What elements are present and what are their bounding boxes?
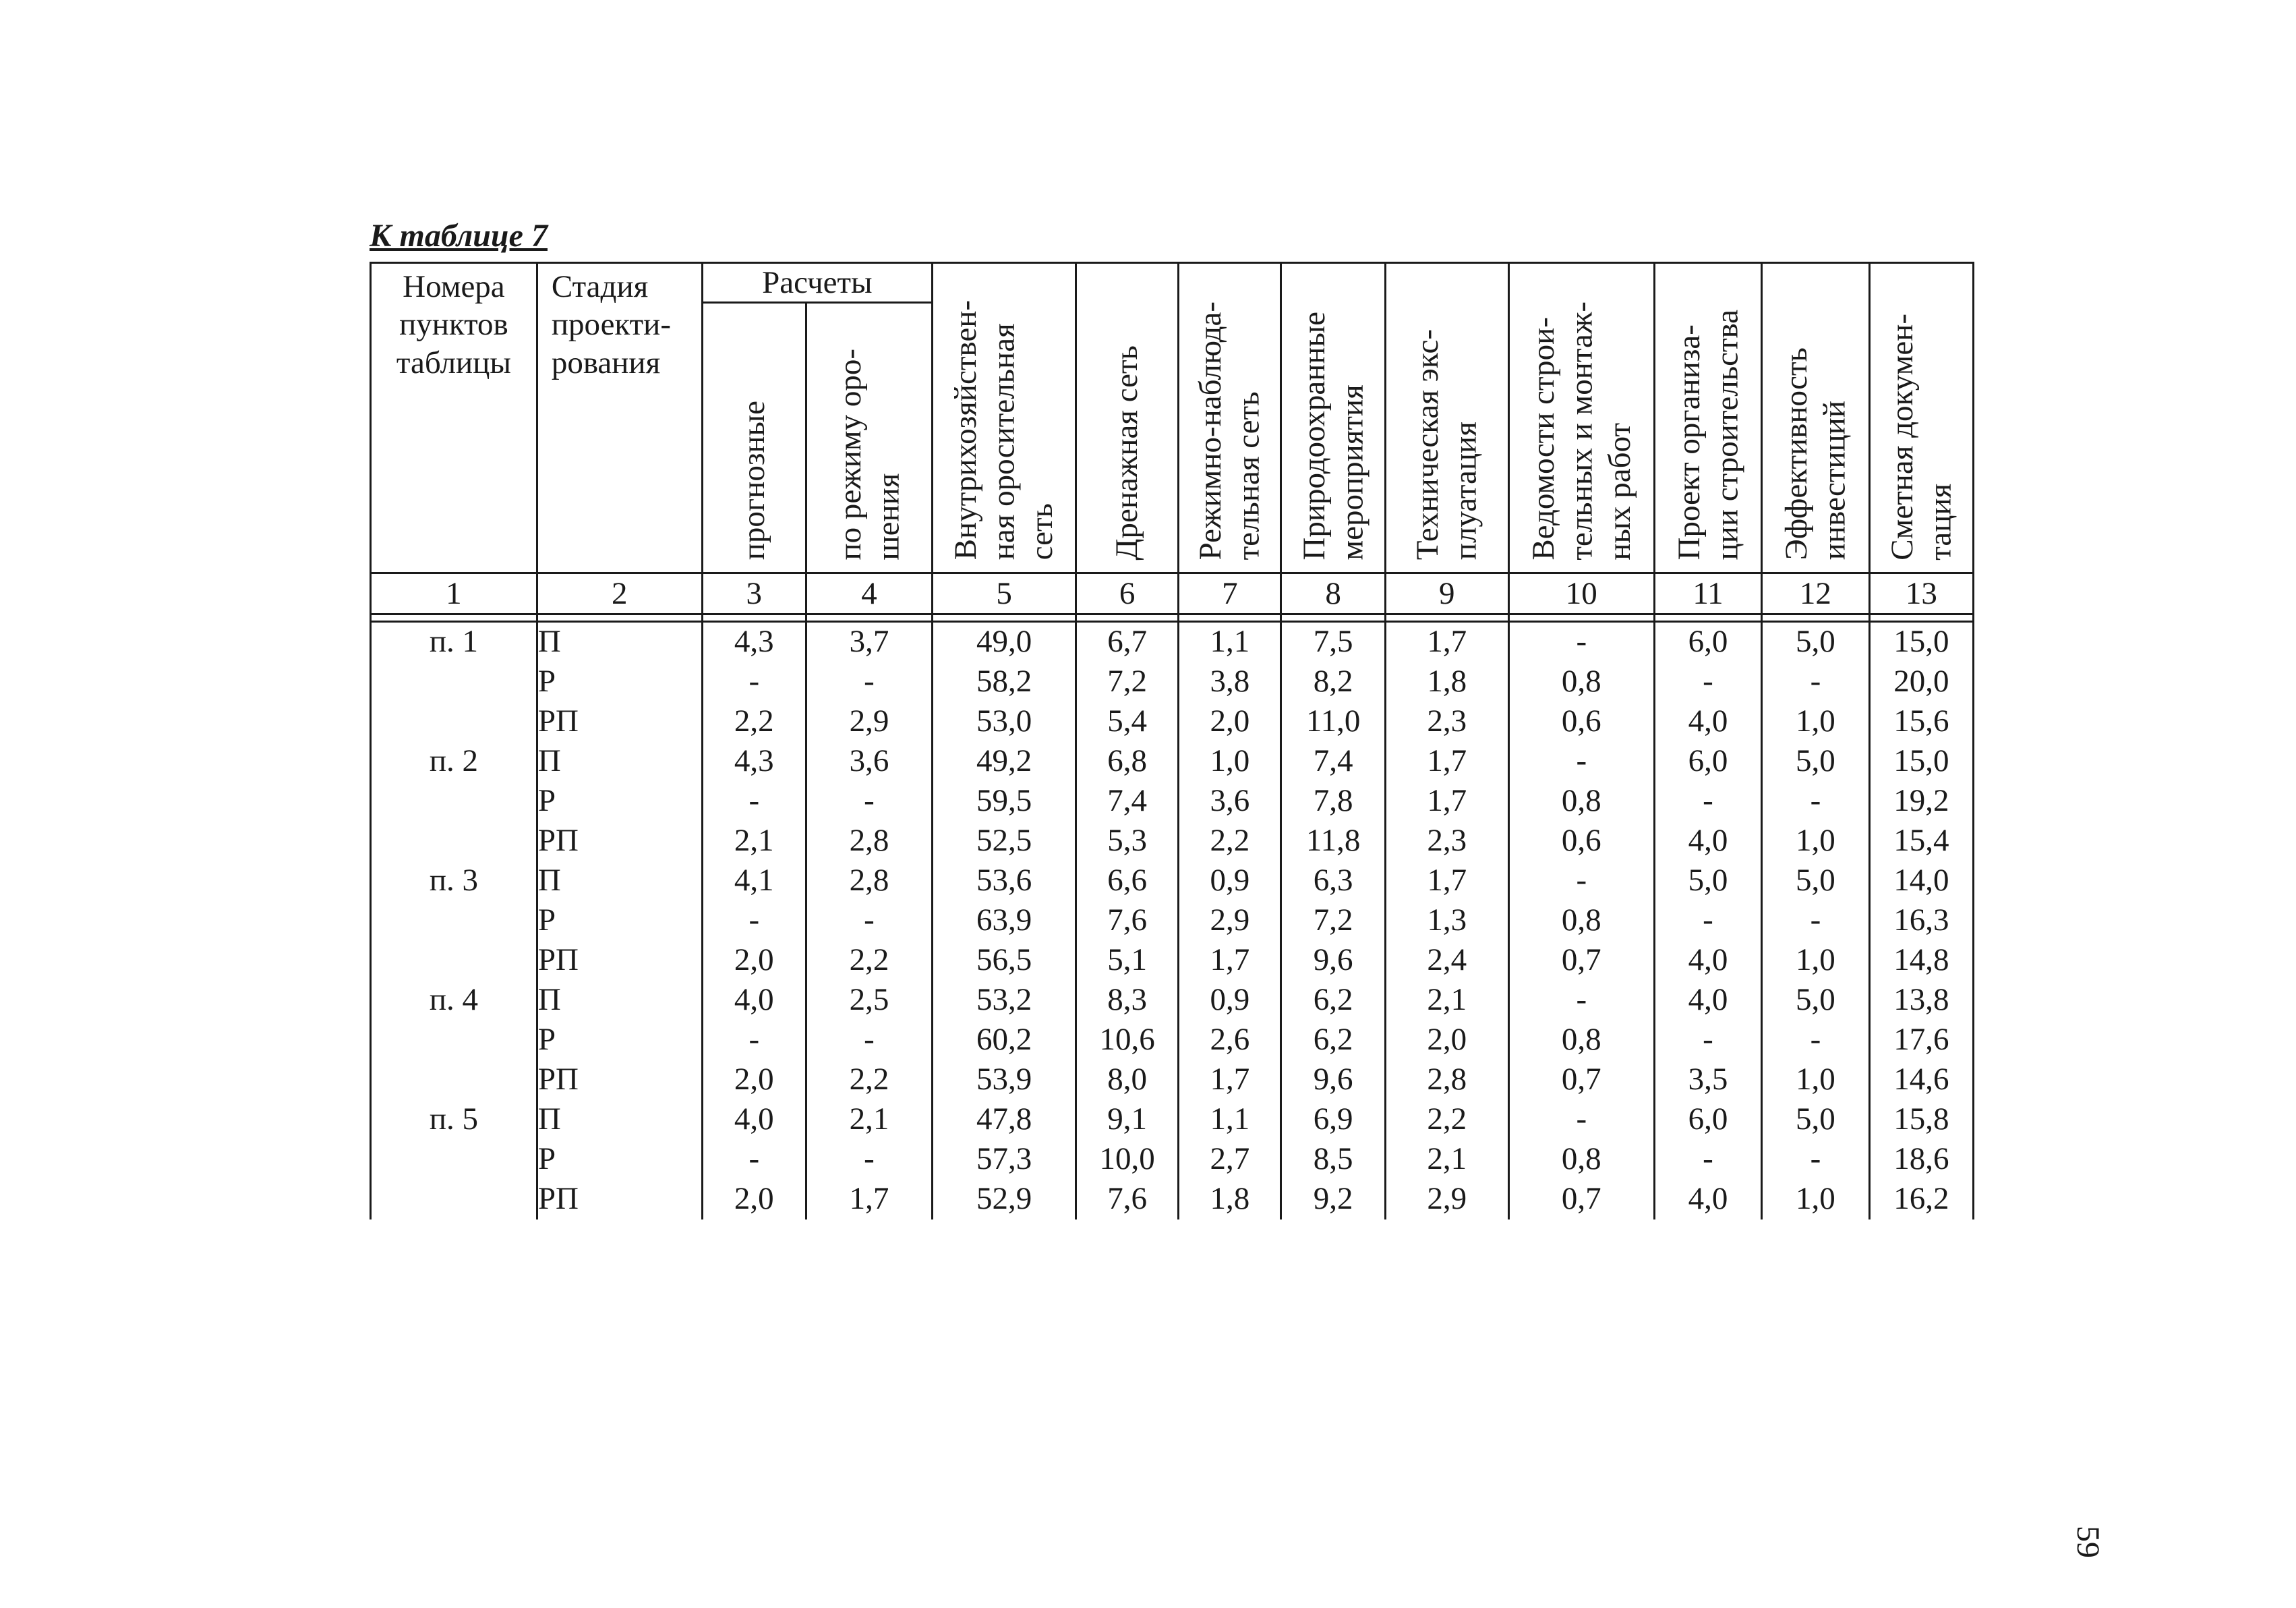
value-cell: 4,0	[1654, 941, 1761, 981]
value-cell: 2,9	[806, 702, 932, 742]
item-number-cell	[371, 702, 537, 742]
column-number: 10	[1508, 573, 1654, 614]
value-cell: 4,0	[702, 1100, 806, 1140]
value-cell: 2,7	[1179, 1140, 1281, 1180]
column-number: 4	[806, 573, 932, 614]
item-number-cell: п. 5	[371, 1100, 537, 1140]
value-cell: -	[806, 782, 932, 822]
value-cell: 2,1	[1385, 1140, 1508, 1180]
column-number: 7	[1179, 573, 1281, 614]
value-cell: 4,1	[702, 861, 806, 901]
header-col-11: Проект организа- ции строительства	[1654, 263, 1761, 573]
value-cell: 2,3	[1385, 822, 1508, 861]
value-cell: 5,0	[1762, 742, 1869, 782]
item-number-cell	[371, 782, 537, 822]
column-number: 12	[1762, 573, 1869, 614]
cost-distribution-table	[370, 262, 1974, 1219]
value-cell: 4,3	[702, 742, 806, 782]
stage-cell: РП	[537, 702, 702, 742]
value-cell: 5,0	[1762, 981, 1869, 1021]
value-cell: 8,2	[1281, 662, 1385, 702]
value-cell: 5,4	[1076, 702, 1179, 742]
header-col-7: Режимно-наблюда- тельная сеть	[1179, 263, 1281, 573]
value-cell: 53,6	[933, 861, 1076, 901]
value-cell: 6,2	[1281, 1021, 1385, 1060]
value-cell: 1,0	[1762, 1060, 1869, 1100]
table-row	[371, 901, 1974, 941]
table-row	[371, 782, 1974, 822]
value-cell: -	[1654, 901, 1761, 941]
value-cell: 4,0	[1654, 822, 1761, 861]
value-cell: 2,3	[1385, 702, 1508, 742]
header-col-3: прогнозные	[702, 303, 806, 573]
item-number-cell	[371, 901, 537, 941]
value-cell: 2,9	[1385, 1180, 1508, 1219]
value-cell: -	[1654, 782, 1761, 822]
value-cell: 1,7	[1385, 782, 1508, 822]
value-cell: 2,8	[806, 861, 932, 901]
value-cell: 2,2	[806, 1060, 932, 1100]
item-number-cell	[371, 941, 537, 981]
value-cell: -	[1654, 662, 1761, 702]
header-separator	[371, 614, 1974, 622]
table-caption: К таблице 7	[370, 218, 548, 254]
table-row	[371, 822, 1974, 861]
value-cell: 2,1	[702, 822, 806, 861]
header-col-4: по режиму оро- шения	[806, 303, 932, 573]
table-row	[371, 861, 1974, 901]
table-row	[371, 1100, 1974, 1140]
stage-cell: П	[537, 1100, 702, 1140]
table-row	[371, 1180, 1974, 1219]
stage-cell: РП	[537, 1060, 702, 1100]
value-cell: -	[1654, 1021, 1761, 1060]
value-cell: 14,6	[1869, 1060, 1973, 1100]
stage-cell: Р	[537, 1021, 702, 1060]
value-cell: 2,4	[1385, 941, 1508, 981]
value-cell: -	[806, 1140, 932, 1180]
value-cell: 4,0	[1654, 1180, 1761, 1219]
value-cell: 57,3	[933, 1140, 1076, 1180]
value-cell: -	[1508, 861, 1654, 901]
value-cell: 2,0	[702, 1060, 806, 1100]
value-cell: 13,8	[1869, 981, 1973, 1021]
value-cell: 4,0	[1654, 981, 1761, 1021]
item-number-cell: п. 3	[371, 861, 537, 901]
value-cell: 6,0	[1654, 742, 1761, 782]
value-cell: -	[1508, 742, 1654, 782]
stage-cell: Р	[537, 782, 702, 822]
value-cell: 1,0	[1762, 822, 1869, 861]
header-col-8: Природоохранные мероприятия	[1281, 263, 1385, 573]
value-cell: 47,8	[933, 1100, 1076, 1140]
value-cell: 8,3	[1076, 981, 1179, 1021]
value-cell: 6,6	[1076, 861, 1179, 901]
value-cell: 7,8	[1281, 782, 1385, 822]
value-cell: 6,2	[1281, 981, 1385, 1021]
stage-cell: Р	[537, 662, 702, 702]
value-cell: 2,0	[1179, 702, 1281, 742]
value-cell: 20,0	[1869, 662, 1973, 702]
table-row	[371, 941, 1974, 981]
value-cell: 6,0	[1654, 1100, 1761, 1140]
value-cell: 7,2	[1281, 901, 1385, 941]
value-cell: -	[1762, 782, 1869, 822]
value-cell: -	[702, 662, 806, 702]
header-col-9: Техническая экс- плуатация	[1385, 263, 1508, 573]
value-cell: 2,0	[702, 941, 806, 981]
value-cell: 7,6	[1076, 901, 1179, 941]
value-cell: -	[702, 782, 806, 822]
value-cell: 1,0	[1179, 742, 1281, 782]
value-cell: -	[702, 1140, 806, 1180]
column-number: 13	[1869, 573, 1973, 614]
header-col-5: Внутрихозяйствен- ная оросительная сеть	[933, 263, 1076, 573]
value-cell: 14,0	[1869, 861, 1973, 901]
value-cell: 2,8	[806, 822, 932, 861]
value-cell: 15,4	[1869, 822, 1973, 861]
value-cell: 0,7	[1508, 1180, 1654, 1219]
item-number-cell: п. 4	[371, 981, 537, 1021]
value-cell: -	[702, 1021, 806, 1060]
column-number: 8	[1281, 573, 1385, 614]
value-cell: 6,3	[1281, 861, 1385, 901]
value-cell: 19,2	[1869, 782, 1973, 822]
value-cell: 0,6	[1508, 822, 1654, 861]
column-number-row	[371, 573, 1974, 614]
value-cell: 11,0	[1281, 702, 1385, 742]
value-cell: 3,8	[1179, 662, 1281, 702]
value-cell: 8,0	[1076, 1060, 1179, 1100]
value-cell: 1,7	[1179, 1060, 1281, 1100]
item-number-cell: п. 2	[371, 742, 537, 782]
value-cell: 0,9	[1179, 981, 1281, 1021]
value-cell: 3,6	[1179, 782, 1281, 822]
value-cell: 63,9	[933, 901, 1076, 941]
header-group-calculations: Расчеты	[702, 263, 932, 303]
header-col-10: Ведомости строи- тельных и монтаж- ных работ	[1508, 263, 1654, 573]
column-number: 1	[371, 573, 537, 614]
value-cell: 52,5	[933, 822, 1076, 861]
value-cell: 6,7	[1076, 622, 1179, 663]
value-cell: 1,3	[1385, 901, 1508, 941]
item-number-cell	[371, 1140, 537, 1180]
value-cell: -	[1762, 662, 1869, 702]
value-cell: 2,2	[1385, 1100, 1508, 1140]
value-cell: -	[1508, 981, 1654, 1021]
value-cell: 10,6	[1076, 1021, 1179, 1060]
value-cell: 1,0	[1762, 702, 1869, 742]
value-cell: 18,6	[1869, 1140, 1973, 1180]
value-cell: 1,7	[806, 1180, 932, 1219]
value-cell: 2,0	[702, 1180, 806, 1219]
value-cell: 15,0	[1869, 742, 1973, 782]
value-cell: 1,7	[1179, 941, 1281, 981]
value-cell: 4,0	[702, 981, 806, 1021]
value-cell: 4,0	[1654, 702, 1761, 742]
value-cell: 3,6	[806, 742, 932, 782]
value-cell: 6,9	[1281, 1100, 1385, 1140]
value-cell: 0,8	[1508, 782, 1654, 822]
value-cell: 1,0	[1762, 941, 1869, 981]
value-cell: 9,6	[1281, 1060, 1385, 1100]
value-cell: 14,8	[1869, 941, 1973, 981]
value-cell: 58,2	[933, 662, 1076, 702]
stage-cell: Р	[537, 1140, 702, 1180]
header-col-12: Эффективность инвестиций	[1762, 263, 1869, 573]
value-cell: 5,0	[1654, 861, 1761, 901]
value-cell: 5,0	[1762, 1100, 1869, 1140]
value-cell: 0,8	[1508, 1021, 1654, 1060]
value-cell: -	[702, 901, 806, 941]
value-cell: 15,8	[1869, 1100, 1973, 1140]
value-cell: 5,3	[1076, 822, 1179, 861]
value-cell: -	[1654, 1140, 1761, 1180]
value-cell: -	[806, 662, 932, 702]
value-cell: 49,0	[933, 622, 1076, 663]
value-cell: 10,0	[1076, 1140, 1179, 1180]
table-row	[371, 1060, 1974, 1100]
value-cell: -	[1762, 901, 1869, 941]
value-cell: 9,2	[1281, 1180, 1385, 1219]
table-row	[371, 622, 1974, 663]
item-number-cell	[371, 1021, 537, 1060]
value-cell: 2,2	[1179, 822, 1281, 861]
value-cell: -	[806, 901, 932, 941]
header-col-13: Сметная докумен- тация	[1869, 263, 1973, 573]
value-cell: 9,6	[1281, 941, 1385, 981]
value-cell: 7,5	[1281, 622, 1385, 663]
value-cell: -	[806, 1021, 932, 1060]
item-number-cell	[371, 1060, 537, 1100]
value-cell: 7,2	[1076, 662, 1179, 702]
value-cell: 2,9	[1179, 901, 1281, 941]
stage-cell: П	[537, 622, 702, 663]
value-cell: 52,9	[933, 1180, 1076, 1219]
value-cell: 11,8	[1281, 822, 1385, 861]
value-cell: 2,8	[1385, 1060, 1508, 1100]
stage-cell: П	[537, 742, 702, 782]
value-cell: -	[1508, 1100, 1654, 1140]
column-number: 6	[1076, 573, 1179, 614]
column-number: 11	[1654, 573, 1761, 614]
value-cell: 6,0	[1654, 622, 1761, 663]
value-cell: 60,2	[933, 1021, 1076, 1060]
value-cell: 2,5	[806, 981, 932, 1021]
value-cell: 2,0	[1385, 1021, 1508, 1060]
value-cell: 1,8	[1385, 662, 1508, 702]
column-number: 5	[933, 573, 1076, 614]
value-cell: 0,7	[1508, 941, 1654, 981]
value-cell: 53,9	[933, 1060, 1076, 1100]
value-cell: 15,6	[1869, 702, 1973, 742]
header-col-6: Дренажная сеть	[1076, 263, 1179, 573]
value-cell: 7,4	[1281, 742, 1385, 782]
value-cell: 3,7	[806, 622, 932, 663]
item-number-cell	[371, 1180, 537, 1219]
value-cell: 15,0	[1869, 622, 1973, 663]
header-col-1: Номера пунктов таблицы	[371, 263, 537, 573]
value-cell: 53,2	[933, 981, 1076, 1021]
value-cell: 7,6	[1076, 1180, 1179, 1219]
value-cell: 1,8	[1179, 1180, 1281, 1219]
stage-cell: РП	[537, 1180, 702, 1219]
value-cell: 7,4	[1076, 782, 1179, 822]
value-cell: 0,8	[1508, 901, 1654, 941]
value-cell: 5,1	[1076, 941, 1179, 981]
value-cell: 9,1	[1076, 1100, 1179, 1140]
value-cell: -	[1762, 1021, 1869, 1060]
value-cell: 53,0	[933, 702, 1076, 742]
table-row	[371, 981, 1974, 1021]
table-row	[371, 702, 1974, 742]
value-cell: 3,5	[1654, 1060, 1761, 1100]
column-number: 2	[537, 573, 702, 614]
table-row	[371, 662, 1974, 702]
value-cell: 0,7	[1508, 1060, 1654, 1100]
page-number: 59	[2070, 1526, 2106, 1558]
header-col-2: Стадия проекти- рования	[537, 263, 702, 573]
value-cell: 56,5	[933, 941, 1076, 981]
stage-cell: Р	[537, 901, 702, 941]
value-cell: 0,8	[1508, 1140, 1654, 1180]
value-cell: 0,6	[1508, 702, 1654, 742]
table-row	[371, 1140, 1974, 1180]
stage-cell: РП	[537, 941, 702, 981]
table-row	[371, 1021, 1974, 1060]
item-number-cell: п. 1	[371, 622, 537, 663]
table-row	[371, 742, 1974, 782]
value-cell: 1,7	[1385, 622, 1508, 663]
item-number-cell	[371, 662, 537, 702]
value-cell: 0,8	[1508, 662, 1654, 702]
column-number: 9	[1385, 573, 1508, 614]
value-cell: 1,7	[1385, 861, 1508, 901]
value-cell: 16,3	[1869, 901, 1973, 941]
column-number: 3	[702, 573, 806, 614]
value-cell: 17,6	[1869, 1021, 1973, 1060]
value-cell: 6,8	[1076, 742, 1179, 782]
stage-cell: РП	[537, 822, 702, 861]
value-cell: 4,3	[702, 622, 806, 663]
value-cell: 59,5	[933, 782, 1076, 822]
value-cell: 1,0	[1762, 1180, 1869, 1219]
value-cell: -	[1508, 622, 1654, 663]
item-number-cell	[371, 822, 537, 861]
value-cell: 2,6	[1179, 1021, 1281, 1060]
value-cell: 1,1	[1179, 1100, 1281, 1140]
value-cell: 5,0	[1762, 861, 1869, 901]
stage-cell: П	[537, 861, 702, 901]
stage-cell: П	[537, 981, 702, 1021]
value-cell: 2,2	[806, 941, 932, 981]
value-cell: 16,2	[1869, 1180, 1973, 1219]
value-cell: 8,5	[1281, 1140, 1385, 1180]
value-cell: 2,1	[1385, 981, 1508, 1021]
value-cell: 1,1	[1179, 622, 1281, 663]
value-cell: 2,2	[702, 702, 806, 742]
value-cell: 49,2	[933, 742, 1076, 782]
value-cell: 5,0	[1762, 622, 1869, 663]
value-cell: 0,9	[1179, 861, 1281, 901]
value-cell: -	[1762, 1140, 1869, 1180]
value-cell: 2,1	[806, 1100, 932, 1140]
value-cell: 1,7	[1385, 742, 1508, 782]
